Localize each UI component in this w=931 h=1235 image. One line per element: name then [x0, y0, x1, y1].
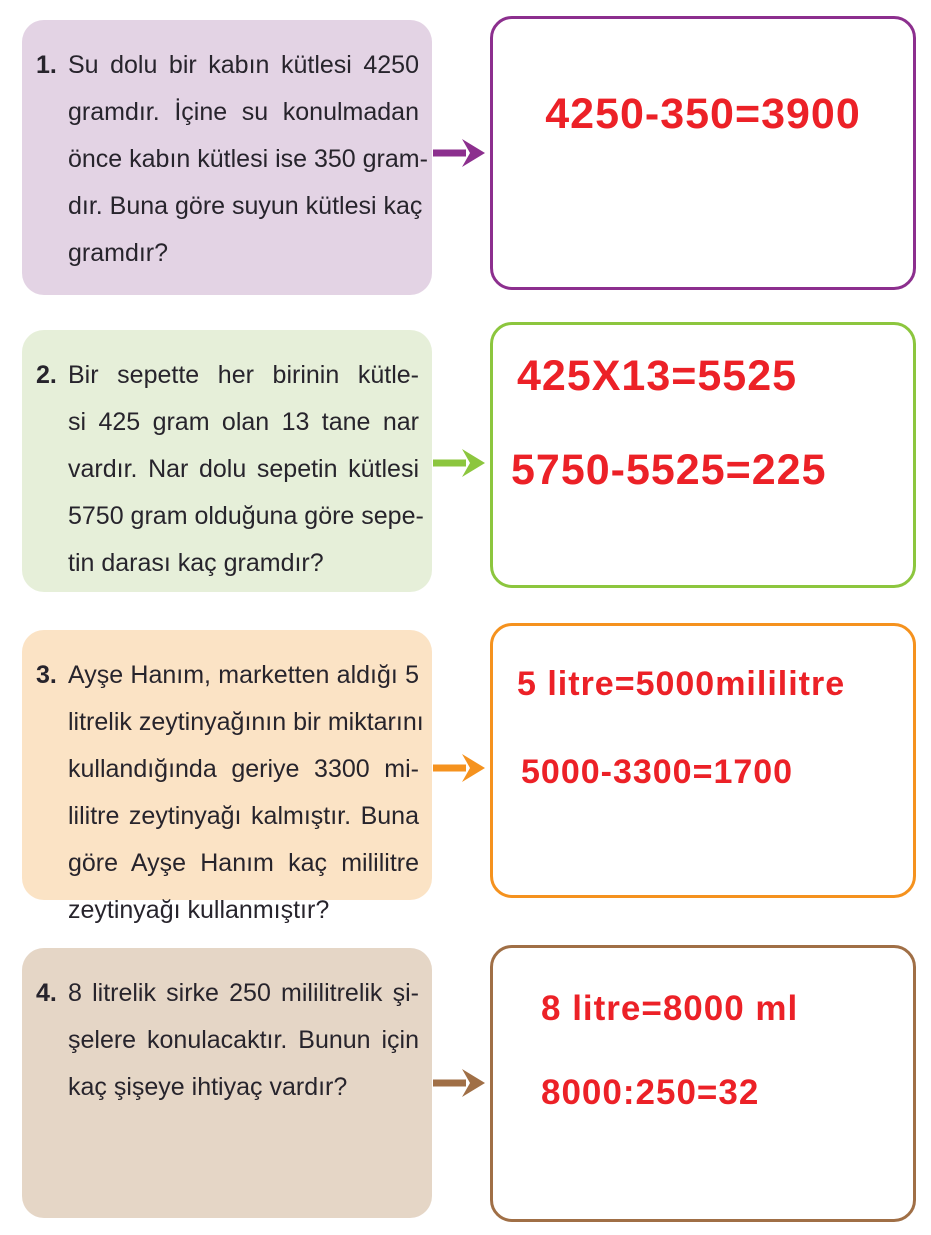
question-line: gramdır?: [68, 239, 169, 267]
answer-equation: 8000:250=32: [541, 1073, 760, 1112]
answer-equation: 4250-350=3900: [545, 90, 861, 138]
question-line: şelere konulacaktır. Bunun için: [68, 1026, 419, 1054]
arrow-right-icon: [432, 1066, 486, 1100]
question-line: Ayşe Hanım, marketten aldığı 5: [68, 661, 419, 689]
question-line: vardır. Nar dolu sepetin kütlesi: [68, 455, 419, 483]
question-box-1: [22, 20, 432, 295]
question-box-3: [22, 630, 432, 924]
answer-equation: 5 litre=5000mililitre: [517, 665, 846, 703]
answer-equation: 5000-3300=1700: [521, 752, 794, 791]
question-text-3: [68, 652, 424, 934]
question-number-4: 4.: [36, 979, 57, 1007]
answer-equation: 5750-5525=225: [511, 445, 827, 494]
question-line: zeytinyağı kullanmıştır?: [68, 896, 330, 924]
arrow-right-icon: [432, 751, 486, 785]
question-box-4: [22, 948, 432, 1218]
question-text-2: [68, 352, 424, 587]
question-line: 5750 gram olduğuna göre sepe-: [68, 502, 424, 530]
question-line: 8 litrelik sirke 250 mililitrelik şi-: [68, 979, 419, 1007]
question-line: önce kabın kütlesi ise 350 gram-: [68, 145, 428, 173]
question-number-3: 3.: [36, 661, 57, 689]
question-box-2: [22, 330, 432, 592]
question-line: Bir sepette her birinin kütle-: [68, 361, 419, 389]
question-line: kaç şişeye ihtiyaç vardır?: [68, 1073, 348, 1101]
answer-box-4: [490, 945, 916, 1222]
question-line: tin darası kaç gramdır?: [68, 549, 324, 577]
question-line: göre Ayşe Hanım kaç mililitre: [68, 849, 419, 877]
answer-box-2: [490, 322, 916, 588]
question-line: si 425 gram olan 13 tane nar: [68, 408, 419, 436]
question-number-2: 2.: [36, 361, 57, 389]
arrow-right-icon: [432, 446, 486, 480]
question-line: litrelik zeytinyağının bir miktarını: [68, 708, 424, 736]
arrow-right-icon: [432, 136, 486, 170]
question-line: Su dolu bir kabın kütlesi 4250: [68, 51, 419, 79]
question-line: gramdır. İçine su konulmadan: [68, 98, 419, 126]
question-text-1: [68, 42, 428, 277]
answer-box-3: [490, 623, 916, 898]
question-line: kullandığında geriye 3300 mi-: [68, 755, 419, 783]
question-number-1: 1.: [36, 51, 57, 79]
question-line: lilitre zeytinyağı kalmıştır. Buna: [68, 802, 419, 830]
answer-equation: 8 litre=8000 ml: [541, 989, 799, 1028]
answer-equation: 425X13=5525: [517, 352, 798, 400]
question-text-4: [68, 970, 419, 1111]
answer-box-1: [490, 16, 916, 290]
question-line: dır. Buna göre suyun kütlesi kaç: [68, 192, 423, 220]
